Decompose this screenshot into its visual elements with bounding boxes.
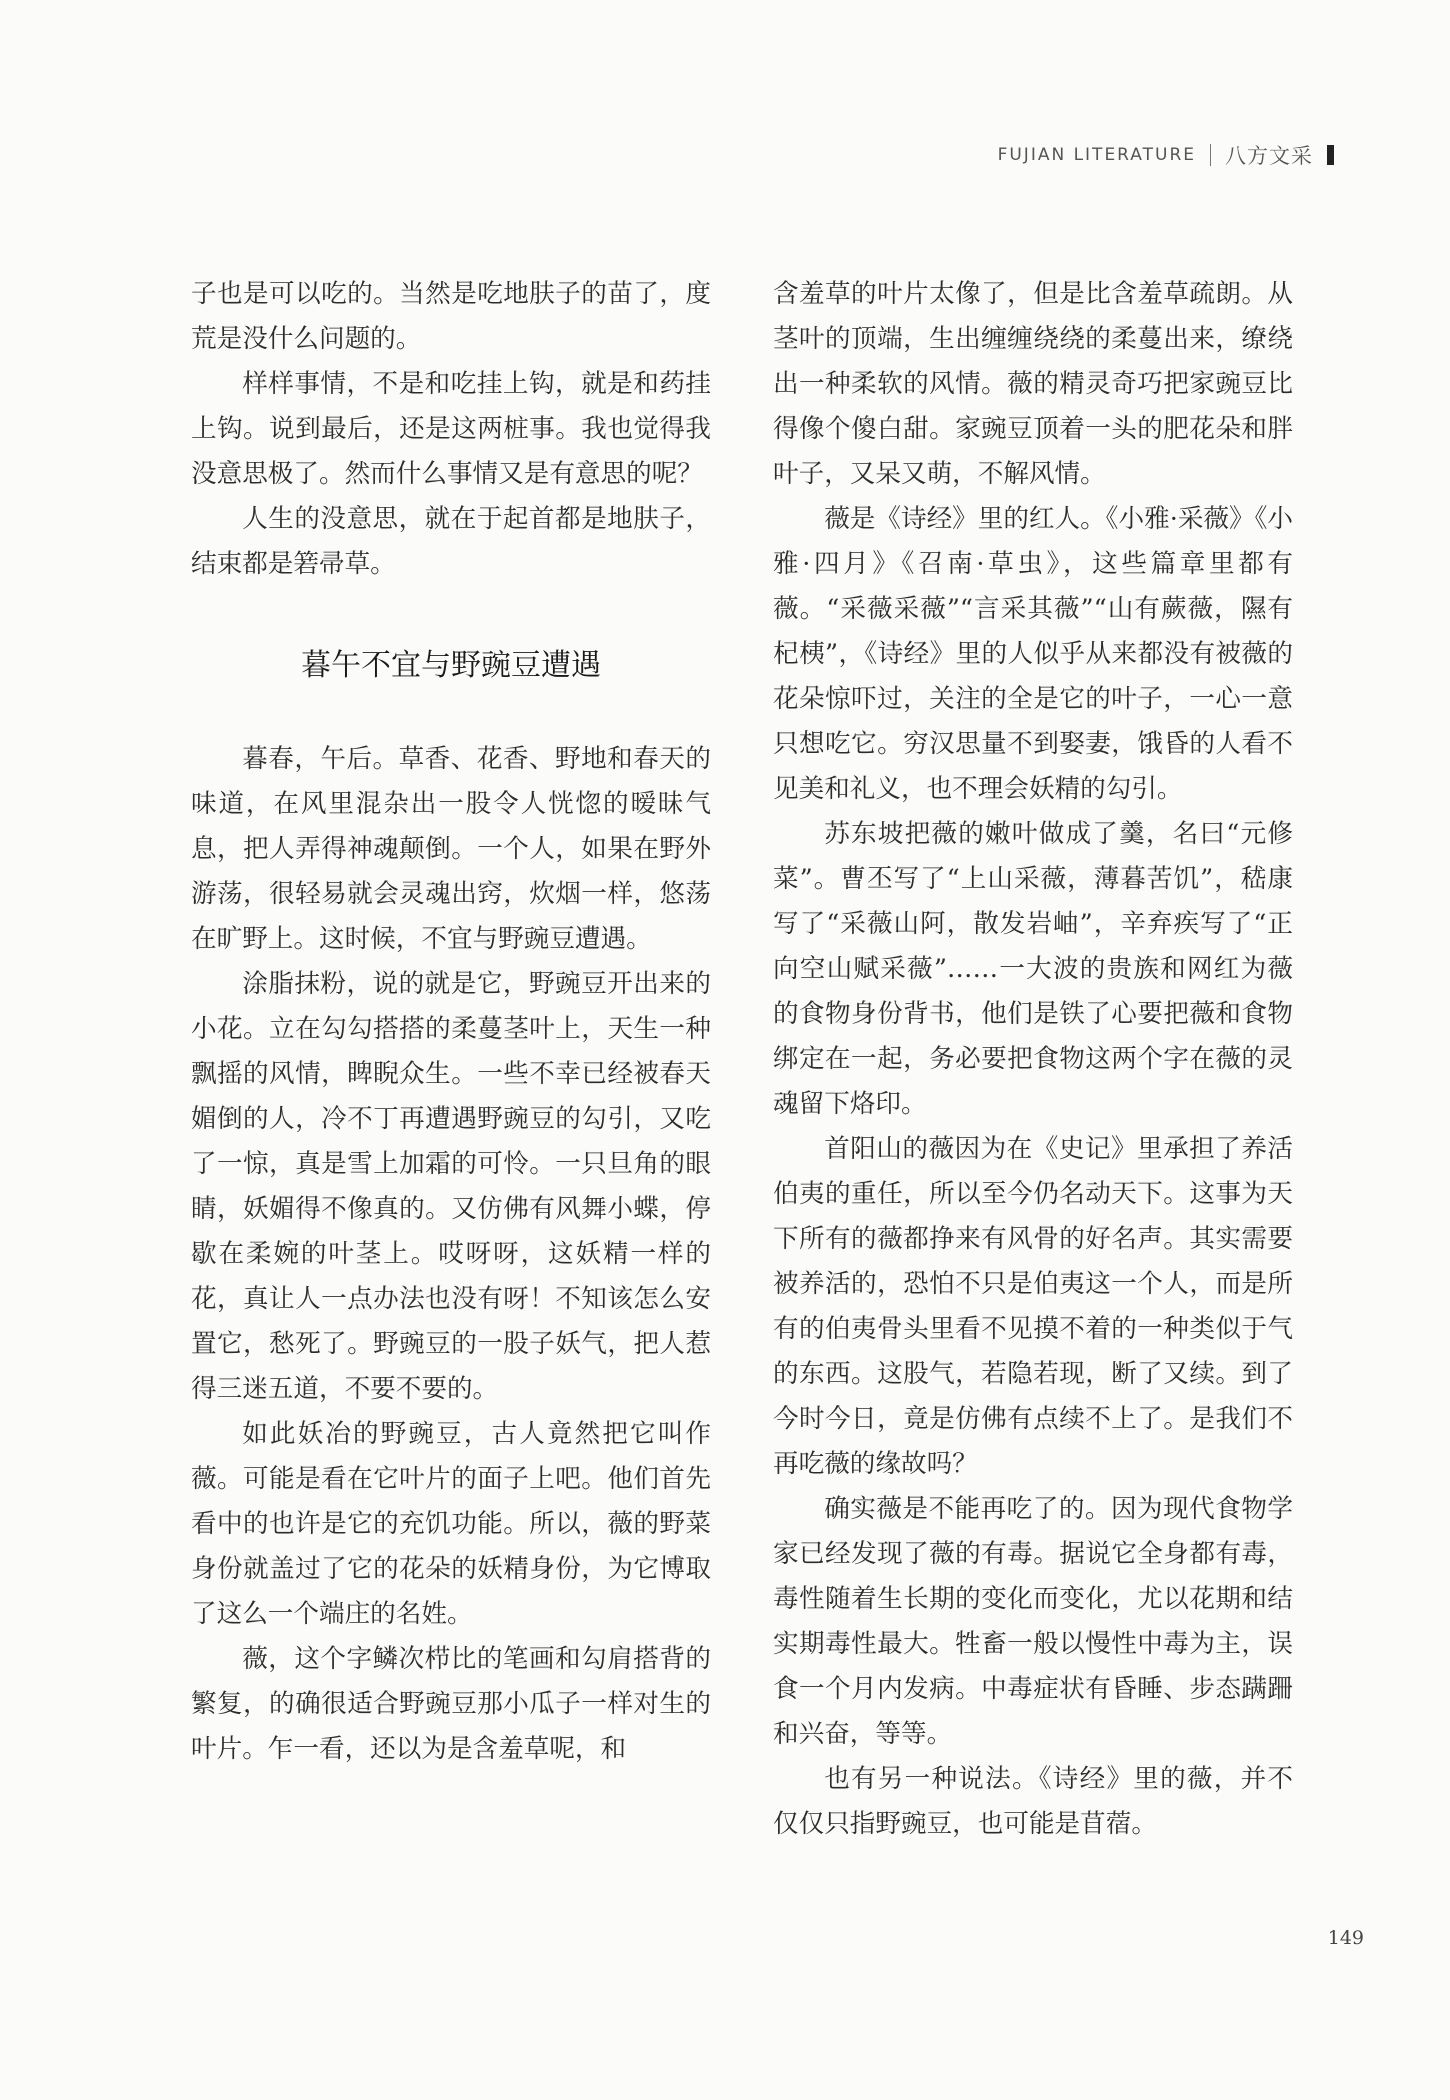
- paragraph: 薇是《诗经》里的红人。《小雅·采薇》《小雅·四月》《召南·草虫》，这些篇章里都有薇。“采薇采薇”“言采其薇”“山有蕨薇，隰有杞桋”，《诗经》里的人似乎从来都没有被薇的花朵惊吓过，关注的全是它的叶子，一心一意只想吃它。穷汉思量不到娶妻，饿昏的人看不见美和礼义，也不理会妖精的勾引。: [773, 504, 1294, 804]
- paragraph: 薇，这个字鳞次栉比的笔画和勾肩搭背的繁复，的确很适合野豌豆那小瓜子一样对生的叶片。乍一看，还以为是含羞草呢，和: [191, 1644, 711, 1764]
- header-divider: [1210, 144, 1211, 166]
- paragraph: 涂脂抹粉，说的就是它，野豌豆开出来的小花。立在勾勾搭搭的柔蔓茎叶上，天生一种飘摇的风情，睥睨众生。一些不幸已经被春天媚倒的人，冷不丁再遭遇野豌豆的勾引，又吃了一惊，真是雪上加霜的可怜。一只旦角的眼睛，妖媚得不像真的。又仿佛有风舞小蝶，停歇在柔婉的叶茎上。哎呀呀，这妖精一样的花，真让人一点办法也没有呀！不知该怎么安置它，愁死了。野豌豆的一股子妖气，把人惹得三迷五道，不要不要的。: [191, 969, 711, 1404]
- page-number: 149: [1327, 1927, 1364, 1949]
- paragraph: 样样事情，不是和吃挂上钩，就是和药挂上钩。说到最后，还是这两桩事。我也觉得我没意思极了。然而什么事情又是有意思的呢？: [191, 369, 711, 489]
- paragraph: 人生的没意思，就在于起首都是地肤子，结束都是箬帚草。: [191, 504, 711, 579]
- paragraph: 如此妖冶的野豌豆，古人竟然把它叫作薇。可能是看在它叶片的面子上吧。他们首先看中的也许是它的充饥功能。所以，薇的野菜身份就盖过了它的花朵的妖精身份，为它博取了这么一个端庄的名姓。: [191, 1419, 711, 1629]
- paragraph: 暮春，午后。草香、花香、野地和春天的味道，在风里混杂出一股令人恍惚的暧昧气息，把人弄得神魂颠倒。一个人，如果在野外游荡，很轻易就会灵魂出窍，炊烟一样，悠荡在旷野上。这时候，不宜与野豌豆遭遇。: [191, 744, 711, 954]
- header-bar-icon: [1327, 145, 1334, 165]
- paragraph: 含羞草的叶片太像了，但是比含羞草疏朗。从茎叶的顶端，生出缠缠绕绕的柔蔓出来，缭绕出一种柔软的风情。薇的精灵奇巧把家豌豆比得像个傻白甜。家豌豆顶着一头的肥花朵和胖叶子，又呆又萌，不解风情。: [773, 279, 1293, 489]
- left-column: [191, 272, 711, 1772]
- paragraph: 首阳山的薇因为在《史记》里承担了养活伯夷的重任，所以至今仍名动天下。这事为天下所有的薇都挣来有风骨的好名声。其实需要被养活的，恐怕不只是伯夷这一个人，而是所有的伯夷骨头里看不见摸不着的一种类似于气的东西。这股气，若隐若现，断了又续。到了今时今日，竟是仿佛有点续不上了。是我们不再吃薇的缘故吗？: [773, 1134, 1293, 1479]
- paragraph: 确实薇是不能再吃了的。因为现代食物学家已经发现了薇的有毒。据说它全身都有毒，毒性随着生长期的变化而变化，尤以花期和结实期毒性最大。牲畜一般以慢性中毒为主，误食一个月内发病。中毒症状有昏睡、步态蹒跚和兴奋，等等。: [773, 1494, 1293, 1749]
- paragraph: 子也是可以吃的。当然是吃地肤子的苗了，度荒是没什么问题的。: [191, 279, 711, 354]
- paragraph: 也有另一种说法。《诗经》里的薇，并不仅仅只指野豌豆，也可能是苜蓿。: [773, 1764, 1293, 1839]
- right-column: [773, 272, 1293, 1847]
- running-header: [998, 141, 1334, 169]
- magazine-name: FUJIAN LITERATURE: [997, 145, 1196, 165]
- section-name: 八方文采: [1225, 144, 1313, 168]
- paragraph: 苏东坡把薇的嫩叶做成了羹，名曰“元修菜”。曹丕写了“上山采薇，薄暮苦饥”，嵇康写了“采薇山阿，散发岩岫”，辛弃疾写了“正向空山赋采薇”……一大波的贵族和网红为薇的食物身份背书，他们是铁了心要把薇和食物绑定在一起，务必要把食物这两个字在薇的灵魂留下烙印。: [773, 819, 1293, 1119]
- section-heading: 暮午不宜与野豌豆遭遇: [301, 648, 601, 683]
